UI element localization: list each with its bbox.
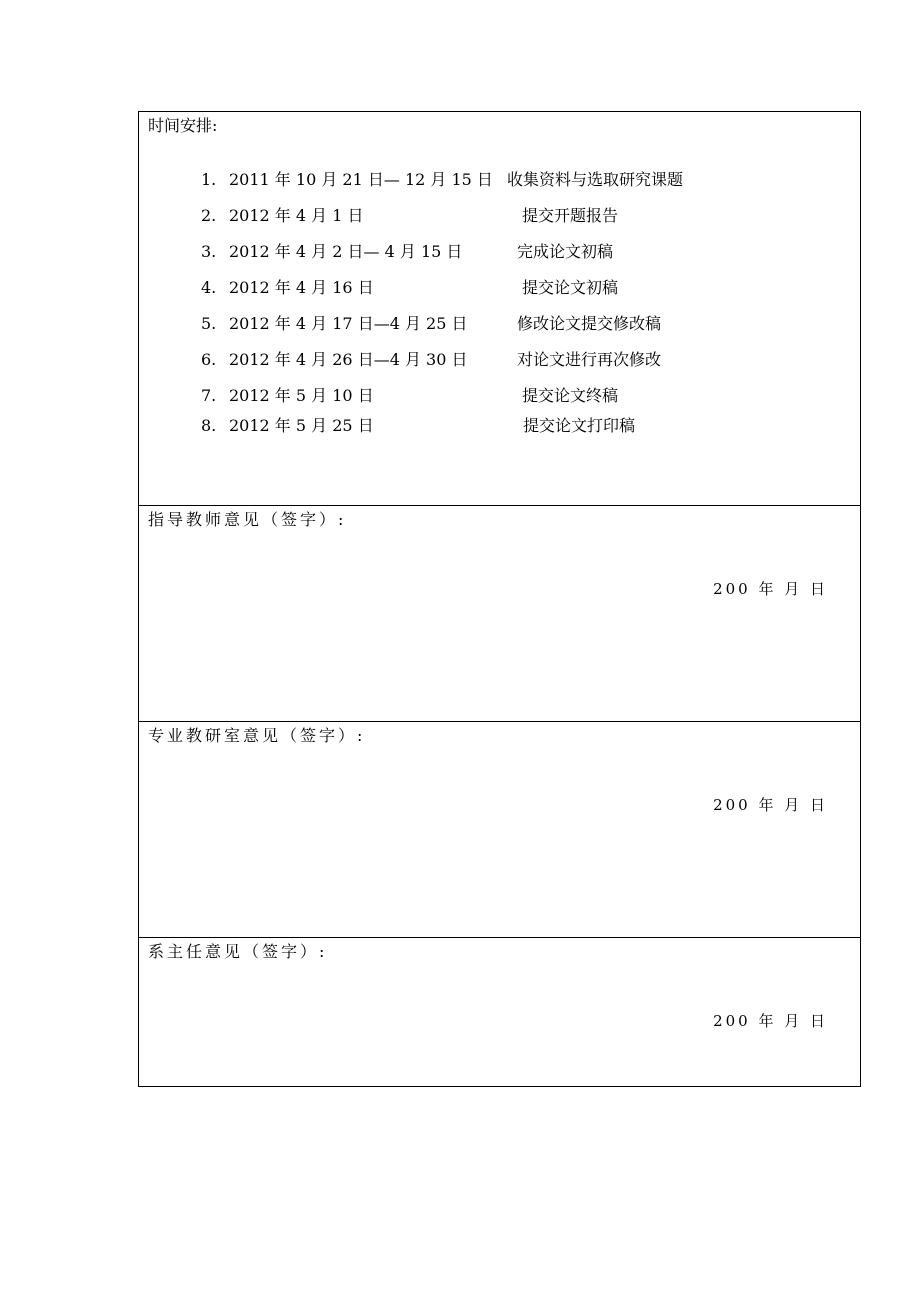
schedule-row-number: 6.	[201, 350, 217, 369]
schedule-row-number: 5.	[201, 314, 217, 333]
department-head-opinion-section	[139, 937, 860, 1086]
department-signature-date: 200 年 月 日	[713, 796, 828, 814]
schedule-row-date: 2012 年 5 月 25 日	[229, 416, 374, 435]
schedule-row-date: 2012 年 4 月 2 日— 4 月 15 日	[229, 242, 463, 261]
schedule-row	[139, 204, 860, 228]
advisor-opinion-title: 指导教师意见（签字）:	[148, 510, 347, 529]
schedule-row-date: 2012 年 4 月 26 日—4 月 30 日	[229, 350, 468, 369]
department-head-opinion-title: 系主任意见（签字）:	[148, 942, 328, 961]
schedule-row-number: 2.	[201, 206, 217, 225]
schedule-row-number: 7.	[201, 386, 217, 405]
schedule-row-date: 2012 年 4 月 1 日	[229, 206, 364, 225]
schedule-row	[139, 276, 860, 300]
schedule-row-task: 提交论文打印稿	[523, 416, 636, 435]
schedule-row-task: 修改论文提交修改稿	[517, 314, 662, 333]
schedule-row-task: 对论文进行再次修改	[517, 350, 662, 369]
schedule-title: 时间安排:	[148, 116, 218, 135]
schedule-row-task: 完成论文初稿	[517, 242, 614, 261]
advisor-opinion-section	[139, 505, 860, 721]
advisor-signature-date: 200 年 月 日	[713, 580, 828, 598]
schedule-row-date: 2012 年 4 月 17 日—4 月 25 日	[229, 314, 468, 333]
schedule-row	[139, 312, 860, 336]
department-head-signature-date: 200 年 月 日	[713, 1012, 828, 1030]
schedule-list	[139, 112, 860, 505]
schedule-row-task: 收集资料与选取研究课题	[507, 170, 684, 189]
schedule-section	[139, 112, 860, 505]
schedule-row	[139, 168, 860, 192]
schedule-row-number: 1.	[201, 170, 217, 189]
schedule-row-number: 8.	[201, 416, 217, 435]
schedule-row-date: 2012 年 5 月 10 日	[229, 386, 374, 405]
schedule-row-number: 3.	[201, 242, 217, 261]
schedule-row-number: 4.	[201, 278, 217, 297]
schedule-row	[139, 240, 860, 264]
schedule-row-date: 2012 年 4 月 16 日	[229, 278, 374, 297]
department-opinion-title: 专业教研室意见（签字）:	[148, 726, 366, 745]
schedule-row	[139, 414, 860, 438]
schedule-row	[139, 384, 860, 408]
schedule-row-task: 提交论文初稿	[522, 278, 619, 297]
schedule-row-task: 提交开题报告	[522, 206, 619, 225]
department-opinion-section	[139, 721, 860, 937]
schedule-row-date: 2011 年 10 月 21 日— 12 月 15 日	[229, 170, 493, 189]
opinion-form-table	[138, 111, 861, 1087]
schedule-row	[139, 348, 860, 372]
schedule-row-task: 提交论文终稿	[522, 386, 619, 405]
